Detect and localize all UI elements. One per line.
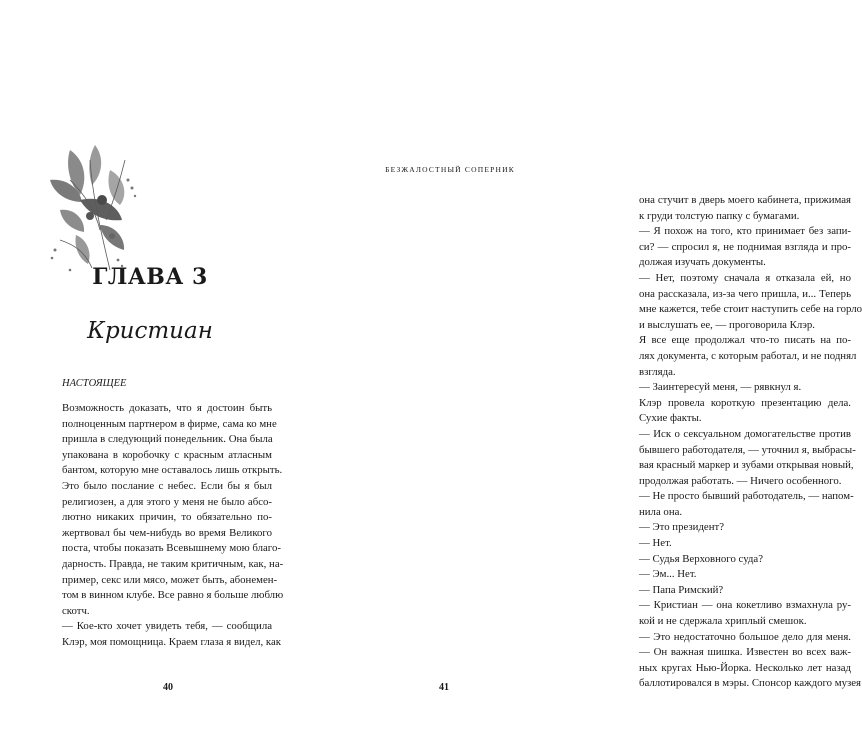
text-line: взгляда. [639, 365, 676, 378]
text-line: нила она. [639, 505, 683, 518]
text-line: баллотировался в мэры. Спонсор каждого музея [639, 677, 862, 690]
text-line: — Судья Верховного суда? [639, 552, 763, 565]
text-line: — Не просто бывший работодатель, — напом- [639, 490, 854, 503]
text-line: полноценным партнером в фирме, сама ко мне [62, 417, 277, 430]
text-line: — Это недостаточно большое дело для меня. [639, 630, 851, 643]
text-line: лютно никаких причин, то обязательно по- [62, 511, 272, 524]
text-line: Я все еще продолжал что-то писать на по- [639, 334, 851, 347]
text-line: кой и не сдержала хриплый смешок. [639, 615, 807, 628]
text-line: си? — спросил я, не поднимая взгляда и про- [639, 240, 851, 253]
floral-ornament-icon [40, 140, 150, 280]
text-line: — Я похож на того, кто принимает без запи- [639, 225, 851, 238]
text-line: — Заинтересуй меня, — рявкнул я. [639, 381, 802, 394]
section-label: НАСТОЯЩЕЕ [62, 378, 127, 389]
text-line: религиозен, а для этого у меня не было абсо- [62, 495, 272, 508]
text-line: мне кажется, тебе стоит наступить себе на горло [639, 303, 862, 316]
text-line: вая красный маркер и зубами открывая новый, [639, 459, 854, 472]
text-line: она стучит в дверь моего кабинета, прижимая [639, 194, 851, 206]
chapter-name: Кристиан [87, 318, 213, 344]
text-line: упакована в коробочку с красным атласным [62, 448, 272, 461]
text-line: продолжая работать. — Ничего особенного. [639, 474, 842, 487]
text-line: Это было послание с небес. Если бы я был [62, 479, 272, 492]
text-line: Клэр, моя помощница. Краем глаза я видел, как [62, 635, 282, 648]
chapter-title: ГЛАВА 3 [92, 264, 208, 290]
text-line: — Кристиан — она кокетливо взмахнула ру- [639, 599, 851, 612]
text-line: том в винном клубе. Все равно я больше люблю [62, 589, 284, 602]
text-line: должая изучать документы. [639, 256, 766, 269]
text-line: пришла в следующий понедельник. Она была [62, 433, 273, 446]
text-line: ных кругах Нью-Йорка. Несколько лет назад [639, 661, 851, 674]
text-line: Возможность доказать, что я достоин быть [62, 402, 272, 414]
right-page [300, 0, 862, 750]
text-line: — Иск о сексуальном домогательстве против [639, 427, 851, 440]
text-line: — Кое-кто хочет увидеть тебя, — сообщила [62, 620, 272, 633]
text-line: — Нет. [639, 537, 672, 550]
text-line: и выслушать ее, — проговорила Клэр. [639, 318, 815, 331]
text-line: — Эм... Нет. [639, 568, 697, 581]
text-line: бантом, которую мне оставалось лишь открыть. [62, 464, 283, 477]
text-line: поста, чтобы показать Всевышнему мою благо- [62, 542, 281, 555]
page-number-left: 40 [163, 682, 173, 693]
text-line: Клэр провела короткую презентацию дела. [639, 396, 851, 409]
text-line: бывшего работодателя, — уточнил я, выбрасы- [639, 443, 856, 456]
text-line: — Нет, поэтому сначала я отказала ей, но [639, 271, 851, 284]
text-line: лях документа, с которым работал, и не поднял [639, 349, 857, 362]
text-line: — Это президент? [639, 521, 725, 534]
text-line: она рассказала, из-за чего пришла, и... Теперь [639, 287, 851, 300]
page-number-right: 41 [439, 682, 449, 693]
text-line: — Папа Римский? [639, 583, 724, 596]
running-header: БЕЗЖАЛОСТНЫЙ СОПЕРНИК [385, 165, 515, 174]
right-body-text [639, 193, 862, 692]
text-line: Сухие факты. [639, 412, 702, 425]
left-page [0, 0, 300, 750]
text-line: к груди толстую папку с бумагами. [639, 209, 800, 222]
text-line: жертвовал бы чем-нибудь во время Великого [62, 526, 272, 539]
text-line: скотч. [62, 604, 90, 617]
text-line: пример, секс или мясо, может быть, абонемен- [62, 573, 278, 586]
text-line: — Он важная шишка. Известен во всех важ- [639, 646, 851, 659]
text-line: дарность. Правда, не таким критичным, как, на- [62, 557, 284, 570]
left-body-text [62, 401, 284, 651]
